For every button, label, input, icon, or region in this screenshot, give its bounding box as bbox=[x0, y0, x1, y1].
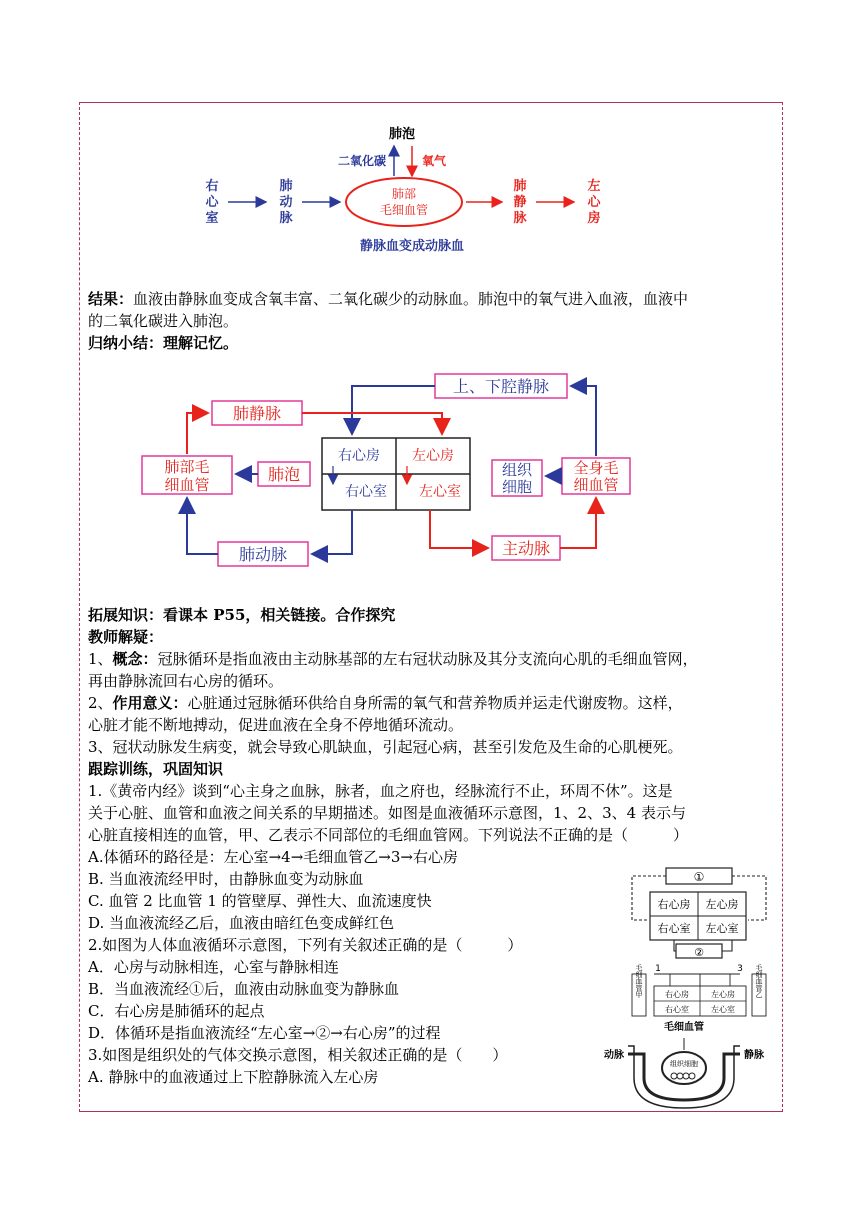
vein-label: 静脉 bbox=[744, 1050, 764, 1061]
artery-label: 动脉 bbox=[604, 1050, 624, 1061]
right-atrium-label: 右心房 bbox=[657, 898, 691, 911]
right-atrium-label: 右心房 bbox=[338, 448, 380, 464]
question-1-stem bbox=[88, 780, 776, 846]
question-1-line: 心脏直接相连的血管，甲、乙表示不同部位的毛细血管网。下列说法不正确的是（ ） bbox=[88, 826, 689, 844]
left-ventricle-label: 左心室 bbox=[711, 1005, 735, 1014]
lung-capillary-label: 细血管 bbox=[164, 476, 210, 494]
left-atrium-char: 房 bbox=[587, 211, 601, 226]
vessel-1-label: ① bbox=[693, 870, 705, 884]
question-2-option-a: A．心房与动脉相连，心室与静脉相连 bbox=[88, 958, 339, 976]
left-ventricle-label: 左心室 bbox=[705, 922, 739, 935]
vessel-1-number: 1 bbox=[655, 964, 661, 974]
point-1 bbox=[88, 648, 776, 692]
question-1-option-b: B. 当血液流经甲时，由静脉血变为动脉血 bbox=[88, 870, 364, 888]
point-2 bbox=[88, 692, 776, 736]
blood-circulation-diagram bbox=[130, 368, 650, 590]
diagram1-caption: 静脉血变成动脉血 bbox=[359, 239, 465, 254]
left-atrium-char: 心 bbox=[587, 195, 601, 210]
result-label: 结果： bbox=[88, 290, 134, 308]
tissue-gas-exchange-figure bbox=[600, 1018, 768, 1110]
right-ventricle-label: 右心室 bbox=[345, 484, 387, 500]
practice-heading: 跟踪训练，巩固知识 bbox=[88, 760, 224, 778]
extension-heading: 拓展知识：看课本 P55，相关链接。合作探究 bbox=[88, 606, 396, 624]
question-1-option-c: C. 血管 2 比血管 1 的管壁厚、弹性大、血流速度快 bbox=[88, 892, 432, 910]
tissue-cell-label: 组织细胞 bbox=[670, 1060, 698, 1068]
pulmonary-vein-char: 静 bbox=[513, 195, 527, 210]
left-atrium-label: 左心房 bbox=[711, 990, 735, 999]
left-atrium-char: 左 bbox=[587, 179, 601, 194]
question-3-option-a: A. 静脉中的血液通过上下腔静脉流入左心房 bbox=[88, 1068, 379, 1086]
pulmonary-vein-label: 肺静脉 bbox=[232, 404, 282, 423]
point-1-label: 概念： bbox=[112, 650, 158, 668]
body-capillary-label: 细血管 bbox=[573, 476, 619, 494]
alveoli-label: 肺泡 bbox=[388, 127, 416, 142]
question-2-option-d: D．体循环是指血液流经“左心室→②→右心房”的过程 bbox=[88, 1024, 441, 1042]
tissue-cell-label: 细胞 bbox=[501, 478, 533, 496]
body-capillary-label: 全身毛 bbox=[573, 459, 619, 477]
point-2-prefix: 2、 bbox=[88, 694, 113, 712]
right-ventricle-label: 右心室 bbox=[657, 922, 691, 935]
circulation-figure-q2 bbox=[626, 864, 772, 960]
point-2-text: 心脏才能不断地搏动，促进血液在全身不停地循环流动。 bbox=[88, 716, 464, 734]
pulmonary-gas-exchange-diagram bbox=[190, 118, 630, 260]
point-3: 3、冠状动脉发生病变，就会导致心肌缺血，引起冠心病，甚至引发危及生命的心肌梗死。 bbox=[88, 738, 683, 756]
question-3-stem: 3.如图是组织处的气体交换示意图，相关叙述正确的是（ ） bbox=[88, 1046, 508, 1064]
right-ventricle-char: 右 bbox=[205, 179, 219, 194]
pulmonary-artery-char: 动 bbox=[279, 195, 293, 210]
point-1-text: 再由静脉流回右心房的循环。 bbox=[88, 672, 284, 690]
point-2-label: 作用意义： bbox=[112, 694, 188, 712]
alveoli-box-label: 肺泡 bbox=[267, 465, 301, 484]
point-1-prefix: 1、 bbox=[88, 650, 113, 668]
question-1-option-a: A.体循环的路径是：左心室→4→毛细血管乙→3→右心房 bbox=[88, 848, 458, 866]
capillary-jia-label: 毛细血管甲 bbox=[635, 964, 643, 999]
right-ventricle-char: 心 bbox=[205, 195, 219, 210]
point-2-text: 心脏通过冠脉循环供给自身所需的氧气和营养物质并运走代谢废物。这样， bbox=[187, 694, 683, 712]
pulmonary-vein-char: 肺 bbox=[513, 179, 527, 194]
aorta-label: 主动脉 bbox=[501, 539, 551, 558]
lung-capillary-label: 肺部毛 bbox=[164, 458, 210, 476]
question-1-line: 关于心脏、血管和血液之间关系的早期描述。如图是血液循环示意图，1、2、3、4 表示与 bbox=[88, 804, 686, 822]
question-2-stem: 2.如图为人体血液循环示意图，下列有关叙述正确的是（ ） bbox=[88, 936, 523, 954]
question-1-option-d: D. 当血液流经乙后，血液由暗红色变成鲜红色 bbox=[88, 914, 395, 932]
vena-cava-label: 上、下腔静脉 bbox=[452, 377, 550, 396]
right-atrium-label: 右心房 bbox=[665, 990, 689, 999]
point-1-text: 冠脉循环是指血液由主动脉基部的左右冠状动脉及其分支流向心肌的毛细血管网， bbox=[157, 650, 698, 668]
left-atrium-label: 左心房 bbox=[412, 448, 454, 464]
capillary-yi-label: 毛细血管乙 bbox=[755, 964, 763, 999]
o2-label: 氧气 bbox=[422, 154, 447, 168]
capillary-title: 毛细血管 bbox=[664, 1022, 704, 1033]
summary-heading: 归纳小结：理解记忆。 bbox=[88, 334, 239, 352]
pulmonary-artery-char: 肺 bbox=[279, 179, 293, 194]
result-text-1: 血液由静脉血变成含氧丰富、二氧化碳少的动脉血。肺泡中的氧气进入血液，血液中 bbox=[133, 290, 689, 308]
vessel-2-label: ② bbox=[694, 946, 704, 959]
teacher-heading: 教师解疑： bbox=[88, 628, 164, 646]
question-1-line: 1.《黄帝内经》谈到“心主身之血脉，脉者，血之府也，经脉流行不止，环周不休”。这是 bbox=[88, 782, 673, 800]
lung-capillary-label: 毛细血管 bbox=[379, 203, 429, 217]
result-text-2: 的二氧化碳进入肺泡。 bbox=[88, 312, 239, 330]
co2-label: 二氧化碳 bbox=[337, 154, 386, 168]
left-ventricle-label: 左心室 bbox=[419, 484, 461, 500]
pulmonary-vein-char: 脉 bbox=[513, 211, 527, 226]
tissue-cell-label: 组织 bbox=[501, 461, 533, 479]
result-paragraph bbox=[88, 288, 776, 332]
circulation-figure-q1 bbox=[630, 962, 768, 1018]
pulmonary-artery-char: 脉 bbox=[279, 211, 293, 226]
question-2-option-c: C．右心房是肺循环的起点 bbox=[88, 1002, 265, 1020]
question-2-option-b: B．当血液流经①后，血液由动脉血变为静脉血 bbox=[88, 980, 400, 998]
vessel-3-number: 3 bbox=[737, 964, 743, 974]
lung-capillary-label: 肺部 bbox=[391, 187, 417, 201]
right-ventricle-label: 右心室 bbox=[665, 1005, 689, 1014]
right-ventricle-char: 室 bbox=[205, 211, 219, 226]
pulmonary-artery-label: 肺动脉 bbox=[238, 545, 288, 564]
left-atrium-label: 左心房 bbox=[705, 898, 739, 911]
